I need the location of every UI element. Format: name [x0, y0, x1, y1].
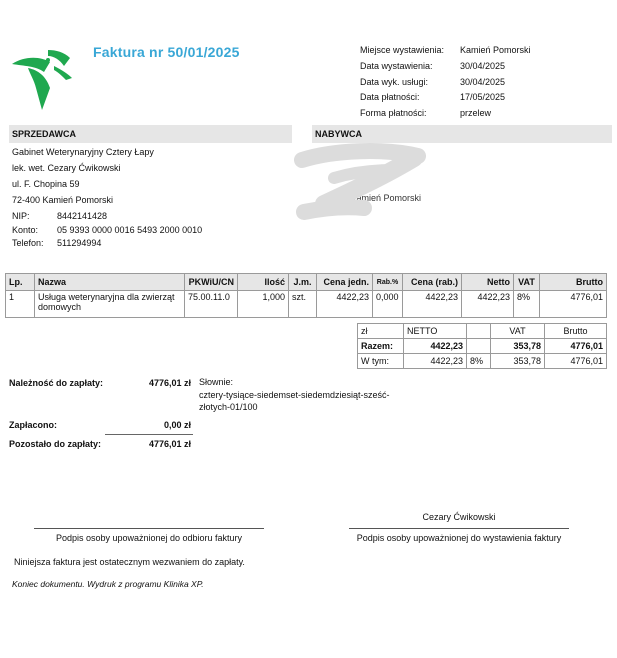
rate-header-empty	[467, 324, 491, 339]
meta-value: przelew	[460, 108, 492, 119]
remaining-row	[9, 439, 191, 449]
cell-price-discounted: 4422,23	[403, 291, 462, 318]
cell-unit-price: 4422,23	[317, 291, 373, 318]
nip-label: NIP:	[12, 211, 30, 221]
remaining-amount: 4776,01 zł	[148, 439, 191, 449]
nip-value: 8442141428	[57, 211, 108, 221]
sum-brutto: 4776,01	[545, 339, 607, 354]
meta-row-service-date	[360, 76, 600, 92]
clinic-logo	[10, 44, 78, 114]
amount-in-words: cztery-tysiące-siedemset-siedemdziesiąt-sześć-złotych-01/100	[199, 390, 390, 412]
issuer-name: Cezary Ćwikowski	[422, 512, 496, 522]
totals-table	[357, 323, 607, 369]
col-header: Rab.%	[373, 274, 403, 291]
breakdown-rate: 8%	[467, 354, 491, 369]
netto-header: NETTO	[404, 324, 467, 339]
currency-label: zł	[358, 324, 404, 339]
meta-value: 17/05/2025	[460, 92, 506, 103]
buyer-address: 00 Kamień Pomorski	[338, 193, 422, 203]
meta-label: Miejsce wystawienia:	[360, 45, 445, 55]
meta-value: Kamień Pomorski	[460, 45, 531, 55]
seller-street: ul. F. Chopina 59	[12, 179, 80, 189]
items-table	[5, 273, 607, 318]
account-label: Konto:	[12, 224, 39, 235]
remaining-label: Pozostało do zapłaty:	[9, 439, 102, 449]
totals-sum-row	[358, 339, 607, 354]
document-footer: Koniec dokumentu. Wydruk z programu Klinika XP.	[12, 579, 204, 589]
col-header: Netto	[462, 274, 514, 291]
meta-value: 30/04/2025	[460, 76, 506, 87]
col-header: PKWiU/CN	[185, 274, 238, 291]
col-header: Cena jedn.	[317, 274, 373, 291]
cell-unit: szt.	[289, 291, 317, 318]
breakdown-vat: 353,78	[491, 354, 545, 369]
seller-nip	[12, 210, 292, 224]
meta-label: Data płatności:	[360, 92, 420, 103]
meta-row-payment-method	[360, 107, 600, 123]
paid-row	[9, 420, 191, 430]
paid-amount: 0,00 zł	[163, 420, 191, 430]
meta-row-due-date	[360, 91, 600, 107]
paid-divider	[105, 434, 193, 435]
col-header: Nazwa	[35, 274, 185, 291]
seller-city: 72-400 Kamień Pomorski	[12, 195, 114, 205]
vat-header: VAT	[491, 324, 545, 339]
invoice-title: Faktura nr 50/01/2025	[93, 44, 240, 60]
redaction-scribble	[294, 142, 426, 224]
seller-header: SPRZEDAWCA	[9, 125, 292, 143]
totals-breakdown-row	[358, 354, 607, 369]
cell-brutto: 4776,01	[540, 291, 607, 318]
seller-details	[12, 146, 292, 251]
meta-label: Forma płatności:	[360, 108, 427, 119]
cell-vat: 8%	[514, 291, 540, 318]
receiver-signature-line	[34, 528, 264, 529]
col-header: Cena (rab.)	[403, 274, 462, 291]
breakdown-label: W tym:	[358, 354, 404, 369]
seller-name: Gabinet Weterynaryjny Cztery Łapy	[12, 147, 154, 157]
seller-owner: lek. wet. Cezary Ćwikowski	[12, 163, 121, 173]
buyer-header: NABYWCA	[312, 125, 612, 143]
brutto-header: Brutto	[545, 324, 607, 339]
due-label: Należność do zapłaty:	[9, 378, 104, 388]
items-header-row	[6, 274, 607, 291]
cell-netto: 4422,23	[462, 291, 514, 318]
sum-rate-empty	[467, 339, 491, 354]
table-row	[6, 291, 607, 318]
paid-label: Zapłacono:	[9, 420, 58, 430]
seller-phone	[12, 237, 292, 251]
cell-pkwiu: 75.00.11.0	[185, 291, 238, 318]
phone-label: Telefon:	[12, 238, 44, 248]
meta-row-issue-date	[360, 60, 600, 76]
sum-netto: 4422,23	[404, 339, 467, 354]
words-label: Słownie:	[199, 377, 234, 387]
due-row	[9, 378, 191, 388]
breakdown-brutto: 4776,01	[545, 354, 607, 369]
issuer-signature-line	[349, 528, 569, 529]
cell-discount: 0,000	[373, 291, 403, 318]
cell-name: Usługa weterynaryjna dla zwierząt domowych	[35, 291, 185, 318]
cell-qty: 1,000	[238, 291, 289, 318]
meta-label: Data wystawienia:	[360, 60, 433, 71]
receiver-signature-caption: Podpis osoby upoważnionej do odbioru faktury	[55, 533, 243, 543]
col-header: Ilość	[238, 274, 289, 291]
col-header: J.m.	[289, 274, 317, 291]
issuer-signature-caption: Podpis osoby upoważnionej do wystawienia faktury	[356, 533, 562, 543]
seller-account	[12, 224, 292, 238]
breakdown-netto: 4422,23	[404, 354, 467, 369]
totals-header-row	[358, 324, 607, 339]
col-header: Brutto	[540, 274, 607, 291]
sum-label: Razem:	[358, 339, 404, 354]
col-header: VAT	[514, 274, 540, 291]
payment-notice: Niniejsza faktura jest ostatecznym wezwaniem do zapłaty.	[14, 557, 245, 567]
due-amount: 4776,01 zł	[148, 378, 191, 388]
meta-label: Data wyk. usługi:	[360, 76, 429, 87]
meta-value: 30/04/2025	[460, 60, 506, 71]
meta-row-place	[360, 44, 600, 60]
account-value: 05 9393 0000 0016 5493 2000 0010	[57, 224, 203, 235]
sum-vat: 353,78	[491, 339, 545, 354]
invoice-meta	[360, 44, 600, 123]
cell-lp: 1	[6, 291, 35, 318]
col-header: Lp.	[6, 274, 35, 291]
phone-value: 511294994	[57, 238, 102, 248]
